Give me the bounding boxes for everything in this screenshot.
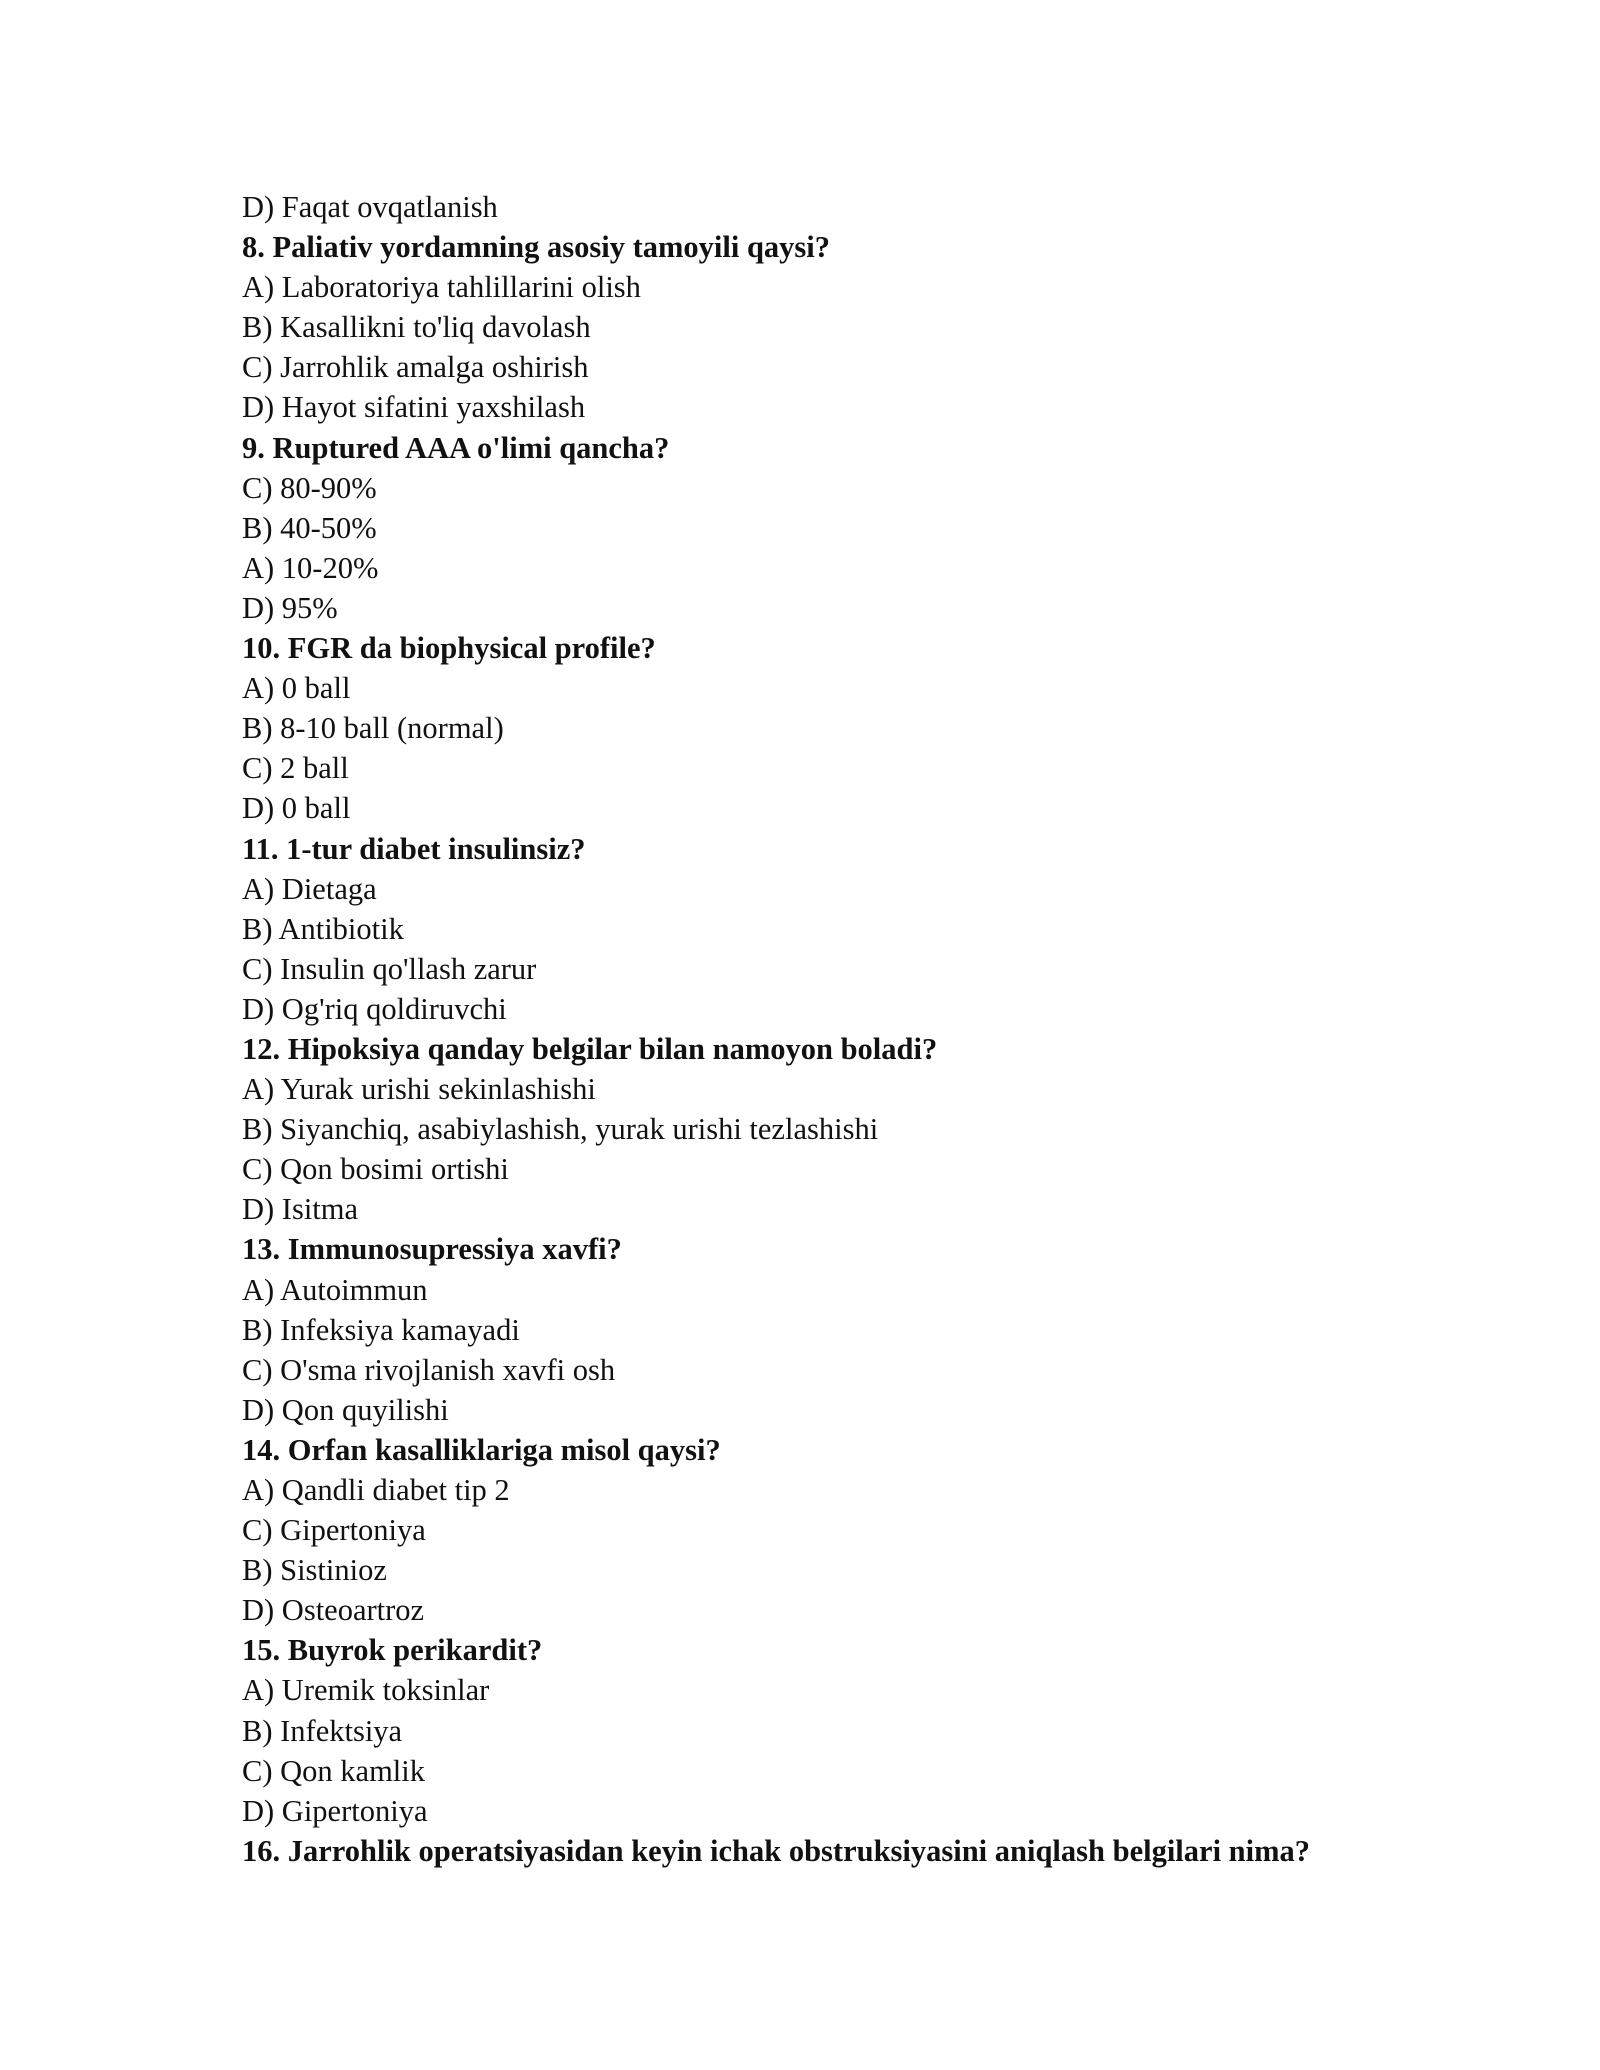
answer-option: D) Og'riq qoldiruvchi bbox=[242, 991, 507, 1026]
question-heading: 16. Jarrohlik operatsiyasidan keyin ichak obstruksiyasini aniqlash belgilari nima? bbox=[242, 1833, 1311, 1868]
answer-option: D) Gipertoniya bbox=[242, 1793, 428, 1828]
answer-option: D) Osteoartroz bbox=[242, 1593, 425, 1628]
answer-option: A) Qandli diabet tip 2 bbox=[242, 1473, 510, 1507]
answer-option: C) Insulin qo'llash zarur bbox=[242, 951, 537, 986]
question-heading: 14. Orfan kasalliklariga misol qaysi? bbox=[242, 1432, 721, 1467]
answer-option: C) 2 ball bbox=[242, 751, 349, 786]
question-heading: 9. Ruptured AAA o'limi qancha? bbox=[242, 430, 670, 465]
document-body bbox=[242, 187, 1442, 1871]
answer-option: B) Kasallikni to'liq davolash bbox=[242, 310, 591, 345]
answer-option: D) 95% bbox=[242, 590, 338, 625]
answer-option: D) Faqat ovqatlanish bbox=[242, 190, 498, 224]
question-heading: 8. Paliativ yordamning asosiy tamoyili qaysi? bbox=[242, 230, 831, 265]
answer-option: C) Jarrohlik amalga oshirish bbox=[242, 350, 589, 385]
question-heading: 11. 1-tur diabet insulinsiz? bbox=[242, 831, 586, 866]
answer-option: C) 80-90% bbox=[242, 470, 377, 505]
answer-option: C) Qon kamlik bbox=[242, 1753, 425, 1788]
answer-option: B) Infeksiya kamayadi bbox=[242, 1312, 520, 1347]
answer-option: B) 40-50% bbox=[242, 510, 377, 545]
answer-option: D) Hayot sifatini yaxshilash bbox=[242, 390, 586, 425]
answer-option: B) Siyanchiq, asabiylashish, yurak urishi tezlashishi bbox=[242, 1112, 879, 1147]
answer-option: C) Qon bosimi ortishi bbox=[242, 1152, 509, 1187]
answer-option: B) Sistinioz bbox=[242, 1553, 387, 1588]
answer-option: B) Antibiotik bbox=[242, 911, 404, 946]
answer-option: A) Laboratoriya tahlillarini olish bbox=[242, 270, 641, 305]
answer-option: C) Gipertoniya bbox=[242, 1513, 426, 1548]
question-heading: 12. Hipoksiya qanday belgilar bilan namoyon boladi? bbox=[242, 1031, 938, 1066]
answer-option: D) Isitma bbox=[242, 1192, 359, 1227]
question-heading: 10. FGR da biophysical profile? bbox=[242, 631, 656, 666]
answer-option: A) Uremik toksinlar bbox=[242, 1673, 490, 1708]
answer-option: D) Qon quyilishi bbox=[242, 1392, 449, 1427]
question-heading: 15. Buyrok perikardit? bbox=[242, 1633, 543, 1668]
answer-option: A) Dietaga bbox=[242, 871, 377, 906]
answer-option: A) 0 ball bbox=[242, 671, 351, 706]
answer-option: D) 0 ball bbox=[242, 791, 351, 826]
answer-option: A) 10-20% bbox=[242, 550, 379, 585]
answer-option: A) Yurak urishi sekinlashishi bbox=[242, 1072, 596, 1107]
answer-option: A) Autoimmun bbox=[242, 1272, 428, 1307]
answer-option: C) O'sma rivojlanish xavfi osh bbox=[242, 1352, 616, 1387]
answer-option: B) 8-10 ball (normal) bbox=[242, 711, 504, 746]
question-heading: 13. Immunosupressiya xavfi? bbox=[242, 1232, 622, 1267]
answer-option: B) Infektsiya bbox=[242, 1713, 403, 1748]
